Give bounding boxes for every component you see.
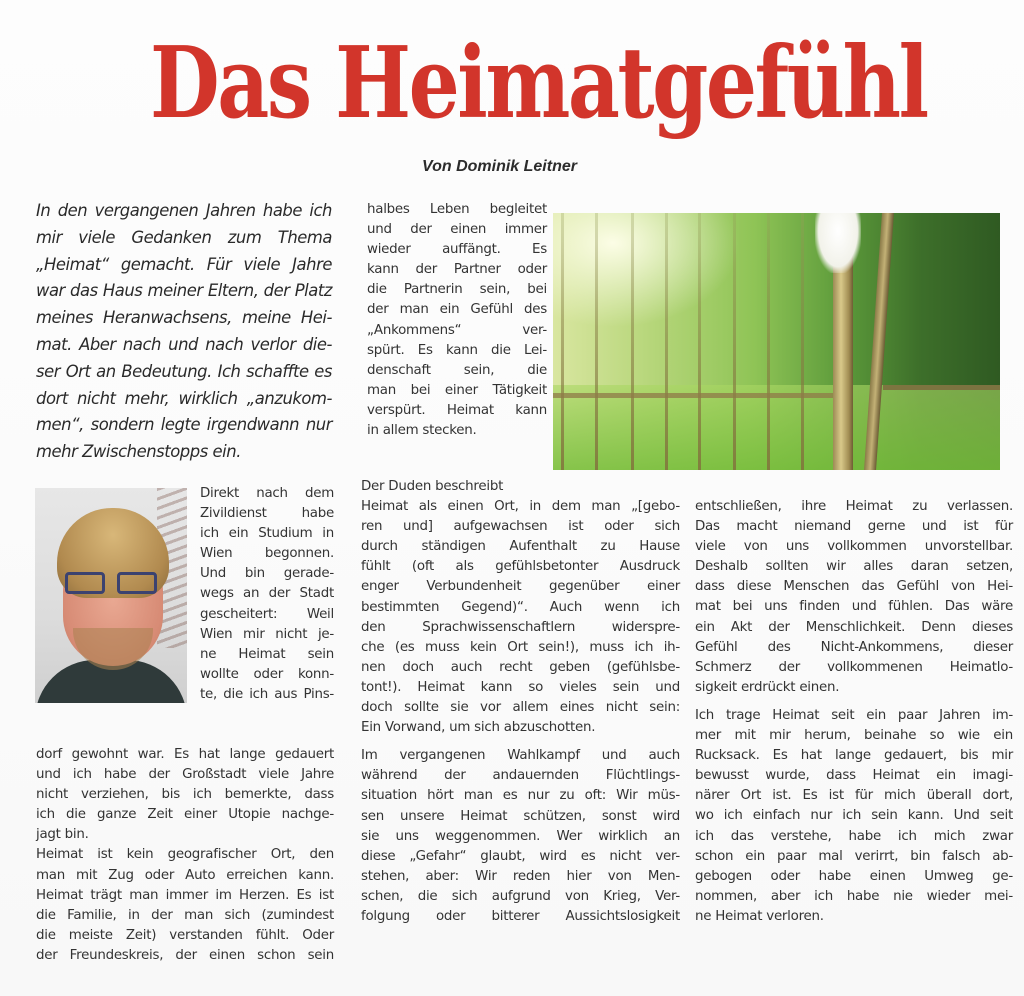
text-line: in allem stecken.: [367, 423, 477, 439]
text-line: der man ein Gefühl des: [367, 302, 547, 318]
text-line: gescheitert: Weil: [200, 606, 334, 622]
text-line: denschaft sein, die: [367, 362, 547, 378]
intro-line: dort nicht mehr, wirklich „anzukom-: [36, 388, 332, 408]
paragraph-gap: [361, 738, 680, 746]
text-line: ich die ganze Zeit einer Utopie nachge-: [36, 807, 334, 823]
text-line: nen doch auch recht geben (gefühlsbe-: [361, 659, 680, 675]
text-line: Gefühl des Nicht-Ankommens, dieser: [695, 639, 1013, 655]
text-line: Direkt nach dem: [200, 486, 334, 501]
intro-line: ser Ort an Bedeutung. Ich schaffte es: [36, 361, 332, 381]
text-line: sie uns weggenommen. Wer wirklich an: [361, 828, 680, 844]
text-line: halbes Leben begleitet: [367, 202, 547, 217]
text-line: närer Ort ist. Es ist für mich überall dort,: [695, 788, 1013, 804]
gate-bar: [698, 213, 701, 470]
text-line: ne Heimat sein: [200, 646, 334, 662]
text-line: enger Verbundenheit gegenüber einer: [361, 579, 680, 595]
column-b-top: [367, 200, 547, 441]
text-line: Wien begonnen.: [200, 546, 334, 562]
text-line: viele von uns vollkommen unvorstellbar.: [695, 539, 1013, 555]
intro-line: meines Heranwachsens, meine Hei-: [36, 308, 332, 328]
text-line: ren und] aufgewachsen ist oder sich: [361, 519, 680, 535]
text-line: wieder auffängt. Es: [367, 242, 547, 258]
text-line: man bei einer Tätigkeit: [367, 382, 547, 398]
text-line: der Freundeskreis, der einen schon sein: [36, 947, 334, 963]
intro-line: mat. Aber nach und nach verlor die-: [36, 334, 332, 354]
text-line: wegs an der Stadt: [200, 586, 334, 602]
text-line: Schmerz der vollkommenen Heimatlo-: [695, 659, 1013, 675]
text-line: Wien mir nicht je-: [200, 626, 334, 642]
text-line: die Familie, in der man sich (zumindest: [36, 907, 334, 923]
gate-crossbar: [553, 393, 833, 398]
text-line: ein Akt der Menschlichkeit. Denn dieses: [695, 619, 1013, 635]
text-line: Ein Vorwand, um sich abzuschotten.: [361, 720, 596, 736]
text-line: mer mit mir herum, beinahe so wie ein: [695, 728, 1013, 744]
gate-crossbar: [883, 385, 1000, 390]
gate-bar: [801, 213, 804, 470]
text-line: und ich habe der Großstadt viele Jahre: [36, 767, 334, 783]
text-line: nicht verziehen, bis ich bemerkte, dass: [36, 787, 334, 803]
text-line: schen, die sich aufgrund von Krieg, Ver-: [361, 888, 680, 904]
text-line: man mit Zug oder Auto erreichen kann.: [36, 867, 334, 883]
column-b-body: [361, 477, 680, 927]
text-line: gebogen oder habe einen Umweg ge-: [695, 868, 1013, 884]
text-line: den Sprachwissenschaftlern widerspre-: [361, 619, 680, 635]
text-line: Rucksack. Es hat lange gedauert, bis mir: [695, 748, 1013, 764]
text-line: doch sollte sie vor allem eines nicht sein:: [361, 700, 680, 716]
text-line: Zivildienst habe: [200, 506, 334, 522]
white-cloth: [815, 213, 861, 273]
text-line: die meiste Zeit) verstanden fühlt. Oder: [36, 927, 334, 943]
text-line: sigkeit erdrückt einen.: [695, 679, 840, 695]
text-line: stehen, aber: Wir reden hier von Men-: [361, 868, 680, 884]
text-line: dass diese Menschen das Gefühl von Hei-: [695, 579, 1013, 595]
intro-line: war das Haus meiner Eltern, der Platz: [36, 281, 332, 301]
intro-line: mir viele Gedanken zum Thema: [36, 227, 332, 247]
gate-bar: [631, 213, 634, 470]
text-line: Heimat als einen Ort, in dem man „[gebo-: [361, 499, 680, 515]
text-line: tont!). Heimat kann so vieles sein und: [361, 679, 680, 695]
glasses-icon: [65, 572, 161, 596]
text-line: Der Duden beschreibt: [361, 479, 504, 494]
text-line: ne Heimat verloren.: [695, 908, 824, 924]
gate-bar: [767, 213, 770, 470]
text-line: wollte oder konn-: [200, 666, 334, 682]
article-title: Das Heimatgefühl: [150, 26, 927, 141]
text-line: Im vergangenen Wahlkampf und auch: [361, 748, 680, 764]
text-line: spürt. Es kann die Lei-: [367, 342, 547, 358]
text-line: Ich trage Heimat seit ein paar Jahren im-: [695, 707, 1013, 723]
gate-bar: [561, 213, 564, 470]
gate-bar: [595, 213, 598, 470]
text-line: Heimat trägt man immer im Herzen. Es ist: [36, 887, 334, 903]
article-byline: Von Dominik Leitner: [422, 158, 577, 175]
text-line: Deshalb sollten wir alles daran setzen,: [695, 559, 1013, 575]
text-line: fühlt (oft als gefühlsbetonter Ausdruck: [361, 559, 680, 575]
text-line: kann der Partner oder: [367, 262, 547, 278]
text-line: nommen, aber ich habe nie wieder mei-: [695, 888, 1013, 904]
intro-line: men“, sondern legte irgendwann nur: [36, 415, 332, 435]
text-line: Und bin gerade-: [200, 566, 334, 582]
text-line: verspürt. Heimat kann: [367, 402, 547, 418]
text-line: ich das verstehe, habe ich mich zwar: [695, 828, 1013, 844]
column-c-body: [695, 497, 1013, 927]
text-line: bestimmten Gegend)“. Auch wenn ich: [361, 599, 680, 615]
paragraph-gap: [695, 698, 1013, 706]
text-line: Das macht niemand gerne und ist für: [695, 519, 1013, 535]
text-line: mat bei uns finden und fühlen. Das wäre: [695, 599, 1013, 615]
intro-line: „Heimat“ gemacht. Für viele Jahre: [36, 254, 332, 274]
text-line: die Partnerin sein, bei: [367, 282, 547, 298]
text-line: und der einen immer: [367, 222, 547, 238]
text-line: „Ankommens“ ver-: [367, 322, 547, 338]
author-photo: [35, 488, 187, 703]
text-line: schon ein paar mal verirrt, bin falsch ab-: [695, 848, 1013, 864]
intro-line: In den vergangenen Jahren habe ich: [36, 201, 332, 220]
text-line: situation hört man es nur zu oft: Wir müs-: [361, 788, 680, 804]
text-line: Heimat ist kein geografischer Ort, den: [36, 847, 334, 863]
gate-bar: [733, 213, 736, 470]
text-line: bewusst wurde, dass Heimat ein imagi-: [695, 768, 1013, 784]
text-line: während der andauernden Flüchtlings-: [361, 768, 680, 784]
text-line: dorf gewohnt war. Es hat lange gedauert: [36, 747, 334, 762]
intro-line: mehr Zwischenstopps ein.: [36, 442, 241, 462]
text-line: ich ein Studium in: [200, 526, 334, 542]
text-line: che (es muss kein Ort sein!), muss ich ih-: [361, 639, 680, 655]
text-line: diese „Gefahr“ glaubt, wird es nicht ver-: [361, 848, 680, 864]
column-a-body: [36, 745, 334, 966]
text-line: wo ich einfach nur ich sein kann. Und seit: [695, 808, 1013, 824]
text-line: sen unsere Heimat schützen, sonst wird: [361, 808, 680, 824]
column-a-beside-portrait: [200, 484, 334, 705]
text-line: jagt bin.: [36, 827, 89, 843]
article-intro: [36, 198, 332, 466]
gate-bar: [665, 213, 668, 470]
text-line: entschließen, ihre Heimat zu verlassen.: [695, 499, 1013, 514]
gate-photo: [553, 213, 1000, 470]
text-line: durch ständigen Aufenthalt zu Hause: [361, 539, 680, 555]
text-line: te, die ich aus Pins-: [200, 686, 334, 702]
text-line: folgung oder bitterer Aussichtslosigkeit: [361, 908, 680, 924]
